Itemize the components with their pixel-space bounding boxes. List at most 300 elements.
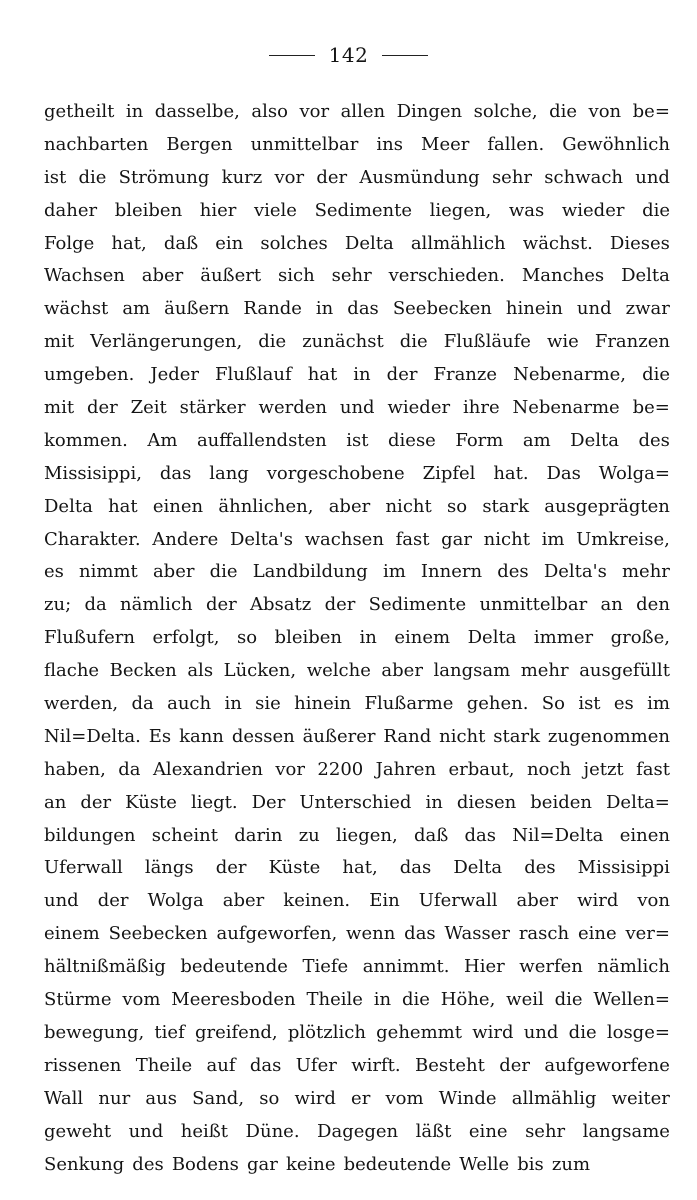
word: vor: [299, 101, 330, 122]
word: annimmt.: [362, 956, 450, 978]
word: das: [404, 923, 436, 945]
word: Becken: [109, 660, 177, 682]
word: Jeder: [150, 364, 200, 386]
word: an: [600, 594, 623, 616]
word: Theile: [135, 1054, 193, 1076]
word: Wall: [44, 1087, 84, 1109]
word: langsam: [433, 660, 511, 682]
word: aber: [516, 890, 559, 912]
word: Delta: [570, 429, 619, 451]
word: Meeresboden: [171, 989, 296, 1011]
word: hat.: [493, 462, 529, 484]
word: zu: [298, 824, 320, 846]
word: aufgeworfene: [544, 1054, 670, 1076]
word: aufgeworfen,: [216, 923, 338, 945]
word: Stürme: [44, 989, 112, 1011]
word: Umkreise,: [576, 528, 670, 550]
word: Zipfel: [422, 462, 476, 484]
word: bildungen: [44, 824, 136, 846]
word: liegen,: [429, 199, 492, 221]
word: aber: [141, 265, 184, 287]
word: Innern: [420, 561, 483, 583]
word: Winde: [438, 1087, 497, 1109]
word: unmittelbar: [479, 594, 588, 616]
word: daher: [44, 199, 98, 221]
word: heißt: [180, 1120, 229, 1142]
text-line: [44, 622, 670, 655]
word: Sand,: [192, 1087, 245, 1109]
word: bedeutende: [180, 956, 288, 978]
word: es: [613, 693, 634, 715]
word: kommen.: [44, 429, 128, 451]
text-line: [44, 754, 670, 787]
text-line: [44, 721, 670, 754]
word: wird: [294, 1087, 336, 1109]
word: Nebenarme: [512, 397, 620, 419]
word: im: [647, 693, 670, 715]
word: vorgeschobene: [266, 462, 405, 484]
word: des: [638, 429, 670, 451]
word: allmählig: [511, 1087, 597, 1109]
word: fallen.: [487, 133, 545, 155]
word: allmählich: [410, 232, 506, 254]
word: Delta: [621, 265, 670, 287]
word: da: [118, 758, 141, 780]
word: der: [324, 594, 356, 616]
word: Das: [546, 462, 581, 484]
word: flache: [44, 660, 100, 682]
word: viele: [253, 199, 297, 221]
word: keinen.: [283, 890, 351, 912]
word: wird: [577, 890, 619, 912]
word: Folge: [44, 232, 95, 254]
word: nicht: [439, 725, 486, 747]
word: nachbarten: [44, 133, 149, 155]
word: nämlich: [597, 956, 670, 978]
word: im: [541, 528, 565, 550]
word: Flußläufe: [443, 331, 531, 353]
word: Düne.: [245, 1120, 300, 1142]
word: gehen.: [466, 693, 529, 715]
word: aber: [381, 660, 423, 682]
word: gar: [246, 1153, 278, 1175]
word: sich: [278, 265, 315, 287]
word: ist: [346, 429, 369, 451]
word: Alexandrien: [152, 758, 263, 780]
text-line: [44, 326, 670, 359]
word: Ufer: [295, 1054, 337, 1076]
word: hinein: [294, 693, 352, 715]
word: so: [259, 1087, 280, 1109]
word: mit: [44, 397, 75, 419]
word: allen: [340, 101, 386, 122]
word: vor: [274, 166, 305, 188]
word: Nil=Delta.: [44, 725, 141, 747]
word: daß: [413, 824, 449, 846]
word: hinein: [505, 298, 563, 320]
word: Wasser: [444, 923, 510, 945]
word: fast: [395, 528, 430, 550]
word: da: [131, 693, 154, 715]
word: der: [205, 594, 237, 616]
text-line: [44, 425, 670, 458]
text-line: [44, 951, 670, 984]
word: auffallendsten: [196, 429, 327, 451]
word: zunächst: [302, 331, 384, 353]
word: also: [251, 101, 288, 122]
word: gar: [441, 528, 472, 550]
text-line: [44, 293, 670, 326]
word: verschieden.: [388, 265, 505, 287]
word: Theile: [306, 989, 363, 1011]
word: Charakter.: [44, 528, 141, 550]
word: Seebecken: [392, 298, 492, 320]
word: kann: [179, 725, 224, 747]
word: tief: [154, 1021, 185, 1043]
word: immer: [533, 627, 594, 649]
word: Wellen=: [593, 989, 670, 1011]
word: hältnißmäßig: [44, 956, 166, 978]
word: sehr: [331, 265, 372, 287]
word: ein: [215, 232, 244, 254]
text-line: [44, 852, 670, 885]
text-line: [44, 1116, 670, 1149]
word: die: [209, 561, 238, 583]
text-line: [44, 885, 670, 918]
word: äußern: [164, 298, 230, 320]
word: äußerer: [302, 725, 376, 747]
word: an: [44, 791, 67, 813]
word: geweht: [44, 1120, 112, 1142]
word: zugenommen: [547, 725, 670, 747]
word: kurz: [221, 166, 263, 188]
word: erbaut,: [448, 758, 515, 780]
text-line: [44, 820, 670, 853]
word: ist: [44, 166, 67, 188]
word: der: [80, 791, 112, 813]
word: be=: [632, 397, 670, 419]
word: langsame: [582, 1120, 670, 1142]
word: zu;: [44, 594, 72, 616]
word: ihre: [462, 397, 500, 419]
body-text: [44, 96, 670, 1181]
word: Delta: [344, 232, 394, 254]
word: von: [588, 101, 622, 122]
word: Delta: [44, 495, 93, 517]
word: aber: [152, 561, 195, 583]
word: Nebenarme,: [513, 364, 627, 386]
word: die: [549, 101, 578, 122]
word: die: [258, 331, 287, 353]
text-line: [44, 984, 670, 1017]
word: noch: [526, 758, 572, 780]
word: die: [554, 989, 583, 1011]
word: ist: [578, 693, 601, 715]
word: bleiben: [114, 199, 183, 221]
word: am: [522, 429, 551, 451]
word: das: [249, 1054, 282, 1076]
word: Nil=Delta: [512, 824, 604, 846]
word: des: [524, 857, 556, 879]
word: jetzt: [583, 758, 624, 780]
word: Uferwall: [44, 857, 123, 879]
header-rule-right: [382, 55, 428, 56]
word: Delta's: [229, 528, 293, 550]
word: so: [236, 627, 258, 649]
word: wie: [546, 331, 579, 353]
word: ausgeprägten: [544, 495, 670, 517]
word: Wolga=: [598, 462, 670, 484]
word: aber: [222, 890, 265, 912]
word: Uferwall: [418, 890, 498, 912]
text-line: [44, 359, 670, 392]
text-line: [44, 228, 670, 261]
word: da: [84, 594, 107, 616]
word: die: [568, 1021, 597, 1043]
word: vom: [385, 1087, 424, 1109]
word: wieder: [387, 397, 451, 419]
word: nicht: [385, 495, 432, 517]
word: aus: [145, 1087, 177, 1109]
word: zum: [551, 1153, 591, 1175]
word: sehr: [491, 166, 533, 188]
word: Delta: [467, 627, 517, 649]
word: der: [97, 890, 129, 912]
word: bis: [517, 1153, 544, 1175]
page-number: 142: [328, 43, 369, 67]
word: und: [339, 397, 375, 419]
word: Am: [147, 429, 178, 451]
word: Flußlauf: [215, 364, 292, 386]
word: Besteht: [414, 1054, 485, 1076]
word: So: [541, 693, 565, 715]
word: in: [315, 298, 334, 320]
word: lang: [209, 462, 249, 484]
word: Flußarme: [364, 693, 454, 715]
word: wird: [472, 1021, 514, 1043]
text-line: [44, 458, 670, 491]
word: so: [446, 495, 468, 517]
word: werfen: [519, 956, 583, 978]
word: Franze: [433, 364, 498, 386]
word: getheilt: [44, 101, 115, 122]
word: weiter: [611, 1087, 670, 1109]
word: und: [44, 890, 79, 912]
word: Sedimente: [314, 199, 413, 221]
word: bedeutende: [343, 1153, 452, 1175]
word: als: [187, 660, 214, 682]
word: dessen: [231, 725, 295, 747]
word: sie: [255, 693, 281, 715]
word: längs: [144, 857, 194, 879]
word: mit: [44, 331, 75, 353]
word: diesen: [456, 791, 517, 813]
word: Seebecken: [108, 923, 208, 945]
text-line: [44, 1083, 670, 1116]
word: Andere: [152, 528, 219, 550]
word: stark: [482, 495, 530, 517]
word: Lücken,: [223, 660, 297, 682]
word: eine: [468, 1120, 508, 1142]
word: fast: [636, 758, 670, 780]
word: diese: [388, 429, 436, 451]
word: solche,: [473, 101, 538, 122]
text-line: [44, 129, 670, 162]
word: der: [386, 364, 418, 386]
word: rissenen: [44, 1054, 122, 1076]
text-line: [44, 787, 670, 820]
word: Tiefe: [302, 956, 349, 978]
word: eine: [577, 923, 617, 945]
word: bleiben: [274, 627, 343, 649]
word: es: [44, 561, 64, 583]
word: Verlängerungen,: [90, 331, 243, 353]
text-line: [44, 96, 670, 129]
word: Ausmündung: [359, 166, 480, 188]
word: haben,: [44, 758, 106, 780]
word: Hier: [464, 956, 505, 978]
word: 2200: [317, 758, 364, 780]
word: Unterschied: [299, 791, 412, 813]
word: schwach: [544, 166, 623, 188]
word: aber: [328, 495, 371, 517]
word: darin: [234, 824, 283, 846]
text-line: [44, 392, 670, 425]
text-line: [44, 260, 670, 293]
word: ähnlichen,: [218, 495, 314, 517]
word: Höhe,: [440, 989, 496, 1011]
word: einem: [394, 627, 451, 649]
text-line: [44, 195, 670, 228]
word: hier: [199, 199, 237, 221]
word: hat,: [342, 857, 378, 879]
word: erfolgt,: [152, 627, 220, 649]
word: wirft.: [351, 1054, 401, 1076]
word: greifend,: [194, 1021, 278, 1043]
word: Wolga: [147, 890, 204, 912]
word: in: [224, 693, 242, 715]
word: die: [642, 199, 670, 221]
word: im: [382, 561, 406, 583]
word: wenn: [346, 923, 396, 945]
word: ver=: [625, 923, 670, 945]
word: die: [399, 331, 428, 353]
word: hat: [307, 364, 338, 386]
word: und: [635, 166, 670, 188]
word: solches: [260, 232, 328, 254]
word: bewegung,: [44, 1021, 145, 1043]
word: wieder: [561, 199, 625, 221]
word: liegt.: [190, 791, 238, 813]
word: er: [351, 1087, 371, 1109]
word: Rande: [243, 298, 302, 320]
word: scheint: [151, 824, 218, 846]
word: in: [353, 364, 371, 386]
word: sehr: [525, 1120, 566, 1142]
word: werden,: [44, 693, 119, 715]
word: das: [159, 462, 192, 484]
word: die: [402, 989, 430, 1011]
text-line: [44, 1017, 670, 1050]
word: Manches: [521, 265, 605, 287]
word: das: [464, 824, 496, 846]
word: ins: [376, 133, 403, 155]
word: Küste: [125, 791, 177, 813]
word: Zeit: [130, 397, 167, 419]
word: die: [642, 364, 670, 386]
word: Form: [455, 429, 504, 451]
word: daß: [163, 232, 199, 254]
word: Gewöhnlich: [562, 133, 670, 155]
word: be=: [632, 101, 670, 122]
word: des: [497, 561, 529, 583]
word: plötzlich: [287, 1021, 366, 1043]
word: von: [637, 890, 670, 912]
word: äußert: [200, 265, 262, 287]
word: der: [499, 1054, 530, 1076]
word: des: [132, 1153, 164, 1175]
word: der: [316, 166, 348, 188]
word: und: [576, 298, 612, 320]
text-line: [44, 491, 670, 524]
word: welche: [306, 660, 371, 682]
header-rule-left: [269, 55, 315, 56]
word: keine: [285, 1153, 336, 1175]
word: rasch: [518, 923, 570, 945]
word: Delta: [453, 857, 503, 879]
text-line: [44, 556, 670, 589]
word: läßt: [415, 1120, 452, 1142]
word: liegen,: [336, 824, 398, 846]
word: Der: [251, 791, 286, 813]
word: beiden: [530, 791, 592, 813]
word: stärker: [179, 397, 246, 419]
word: Absatz: [250, 594, 312, 616]
word: gehemmt: [376, 1021, 462, 1043]
word: das: [399, 857, 432, 879]
word: der: [86, 397, 118, 419]
word: Ein: [369, 890, 400, 912]
text-line: [44, 524, 670, 557]
word: Missisippi,: [44, 462, 142, 484]
word: Rand: [383, 725, 432, 747]
word: Sedimente: [368, 594, 467, 616]
word: Es: [148, 725, 172, 747]
word: Jahren: [375, 758, 437, 780]
word: Delta=: [605, 791, 670, 813]
word: Bodens: [171, 1153, 239, 1175]
word: Flußufern: [44, 627, 135, 649]
word: nämlich: [120, 594, 193, 616]
word: dasselbe,: [154, 101, 240, 122]
word: und: [128, 1120, 164, 1142]
word: auch: [167, 693, 212, 715]
word: wächst.: [522, 232, 593, 254]
word: unmittelbar: [250, 133, 359, 155]
word: der: [215, 857, 247, 879]
text-line: [44, 688, 670, 721]
word: Dieses: [609, 232, 670, 254]
word: hat,: [111, 232, 147, 254]
page-header: [0, 40, 697, 70]
word: was: [508, 199, 545, 221]
word: Meer: [421, 133, 470, 155]
word: in: [425, 791, 443, 813]
word: die: [78, 166, 107, 188]
word: einen: [152, 495, 204, 517]
word: mehr: [520, 660, 569, 682]
word: einem: [44, 923, 100, 945]
